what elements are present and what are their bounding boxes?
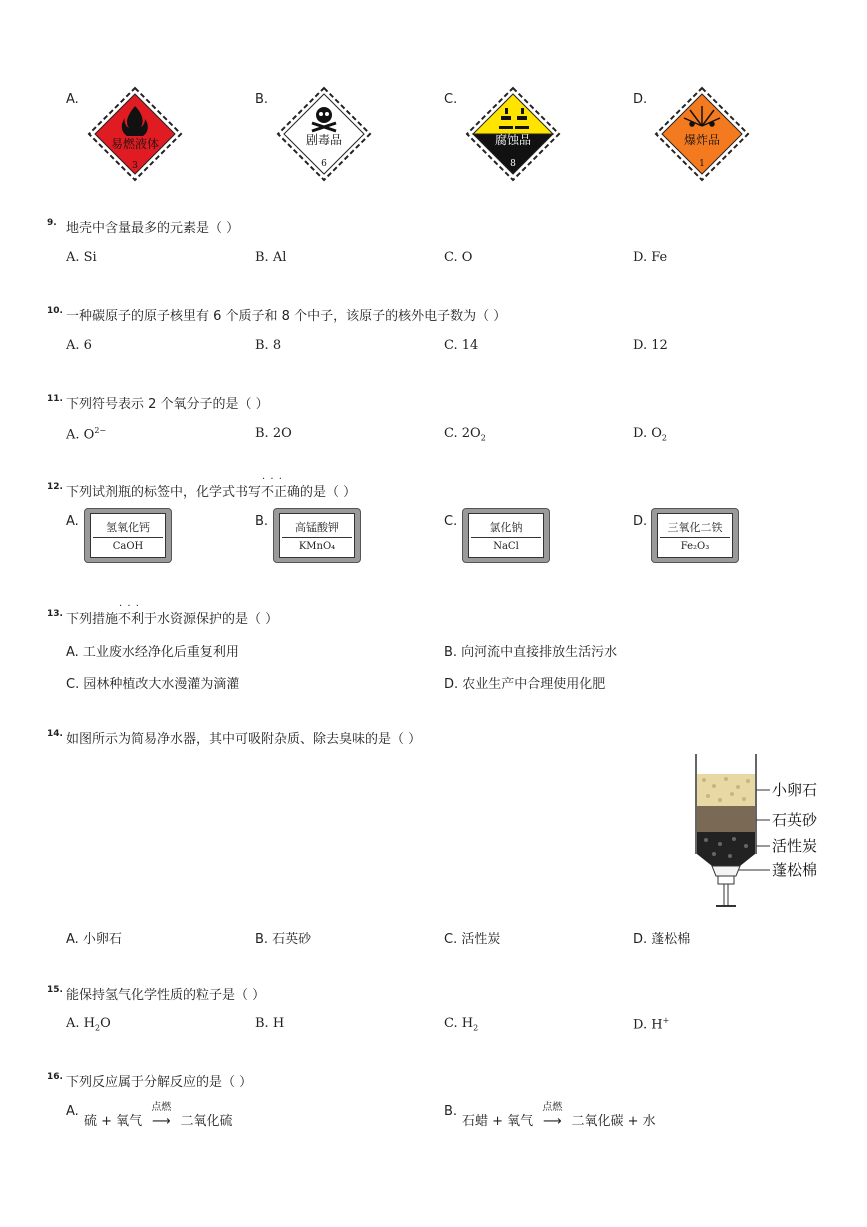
option-c[interactable]: C. O xyxy=(444,250,473,265)
option-d[interactable]: D. 蓬松棉 xyxy=(633,932,691,947)
question-text: 下列措施· · · 不利于水资源保护的是（ ） xyxy=(66,608,278,627)
svg-text:1: 1 xyxy=(699,159,705,169)
option-b[interactable]: B. Al xyxy=(255,250,287,265)
diagram-label: 石英砂 xyxy=(772,811,818,829)
option-letter: B. xyxy=(444,1104,458,1119)
option-letter: A. xyxy=(66,1104,79,1119)
reaction-condition: 点燃 xyxy=(151,1102,172,1113)
option-b[interactable]: B. 向河流中直接排放生活污水 xyxy=(444,645,618,660)
diagram-label: 小卵石 xyxy=(772,781,818,799)
question-number: 15. xyxy=(47,985,63,995)
option-c[interactable]: C. 园林种植改大水漫灌为滴灌 xyxy=(66,677,240,692)
option-letter: D. xyxy=(633,514,648,529)
reaction-condition: 点燃 xyxy=(542,1102,563,1113)
option-letter: C. xyxy=(444,514,458,529)
svg-text:爆炸品: 爆炸品 xyxy=(683,133,721,147)
option-d[interactable]: D. 12 xyxy=(633,338,668,353)
option-letter: B. xyxy=(255,514,269,529)
question-number: 16. xyxy=(47,1072,63,1082)
cotton-layer xyxy=(712,866,740,876)
question-text: 一种碳原子的原子核里有 6 个质子和 8 个中子，该原子的核外电子数为（ ） xyxy=(66,309,507,324)
option-a[interactable]: A. $H_2O$ xyxy=(66,1016,111,1033)
option-b[interactable]: B. 8 xyxy=(255,338,282,353)
reaction-arrow: 点燃 ⟶ xyxy=(146,1114,176,1129)
water-filter-diagram xyxy=(690,752,840,912)
question-text: 如图所示为简易净水器，其中可吸附杂质、除去臭味的是（ ） xyxy=(66,732,422,747)
option-b[interactable]: B. H xyxy=(255,1016,285,1031)
option-d[interactable]: D. $O_2$ xyxy=(633,426,667,443)
option-letter: A. xyxy=(66,92,79,107)
option-d[interactable]: D. H+ xyxy=(633,1016,670,1033)
option-letter: D. xyxy=(633,92,648,107)
option-b[interactable]: 石蜡 + 氧气 点燃 ⟶ 二氧化碳 + 水 xyxy=(462,1110,656,1129)
option-a[interactable]: A. 6 xyxy=(66,338,92,353)
reagent-label-c[interactable]: 氯化钠 NaCl xyxy=(462,508,550,563)
reagent-label-d[interactable]: 三氧化二铁 Fe₂O₃ xyxy=(651,508,739,563)
option-b[interactable]: B. 2O xyxy=(255,426,292,441)
question-text: 能保持氢气化学性质的粒子是（ ） xyxy=(66,988,266,1003)
question-text: 下列试剂瓶的标签中，化学式书写· · · 不正确的是（ ） xyxy=(66,481,356,500)
flammable-liquid-sign[interactable] xyxy=(87,86,183,182)
option-a[interactable]: A. 小卵石 xyxy=(66,932,122,947)
option-letter: B. xyxy=(255,92,269,107)
quartz-sand-layer xyxy=(697,806,755,832)
emphasis-text: · · · 不利于 xyxy=(118,612,157,627)
explosive-sign[interactable] xyxy=(654,86,750,182)
option-b[interactable]: B. 石英砂 xyxy=(255,932,312,947)
activated-carbon-layer xyxy=(697,832,755,866)
option-a[interactable]: A. Si xyxy=(66,250,97,265)
question-text: 地壳中含量最多的元素是（ ） xyxy=(66,221,240,236)
reaction-arrow: 点燃 ⟶ xyxy=(537,1114,567,1129)
diagram-label: 活性炭 xyxy=(772,837,818,855)
toxic-sign[interactable] xyxy=(276,86,372,182)
corrosive-sign[interactable] xyxy=(465,86,561,182)
reagent-label-b[interactable]: 高锰酸钾 KMnO₄ xyxy=(273,508,361,563)
question-number: 13. xyxy=(47,609,63,619)
sign-text: 易燃液体 xyxy=(110,137,160,151)
question-number: 10. xyxy=(47,306,63,316)
question-text: 下列反应属于分解反应的是（ ） xyxy=(66,1075,253,1090)
reagent-label-a[interactable]: 氢氧化钙 CaOH xyxy=(84,508,172,563)
option-letter: C. xyxy=(444,92,458,107)
question-text: 下列符号表示 2 个氧分子的是（ ） xyxy=(66,397,269,412)
option-a[interactable]: A. 工业废水经净化后重复利用 xyxy=(66,645,239,660)
option-a[interactable]: A. $O^{2-}$ xyxy=(66,426,107,443)
question-number: 11. xyxy=(47,394,63,404)
option-c[interactable]: C. $H_2$ xyxy=(444,1016,479,1033)
option-c[interactable]: C. $2O_2$ xyxy=(444,426,486,443)
svg-text:6: 6 xyxy=(321,159,327,169)
question-number: 14. xyxy=(47,729,63,739)
emphasis-text: · · · 不正确 xyxy=(261,485,300,500)
option-c[interactable]: C. 14 xyxy=(444,338,479,353)
diagram-label: 蓬松棉 xyxy=(772,861,818,879)
svg-text:腐蚀品: 腐蚀品 xyxy=(494,133,532,147)
svg-text:剧毒品: 剧毒品 xyxy=(305,133,343,147)
option-d[interactable]: D. Fe xyxy=(633,250,668,265)
svg-text:8: 8 xyxy=(510,159,516,169)
question-number: 12. xyxy=(47,482,63,492)
option-a[interactable]: 硫 + 氧气 点燃 ⟶ 二氧化硫 xyxy=(84,1110,232,1129)
svg-text:3: 3 xyxy=(132,161,138,171)
option-letter: A. xyxy=(66,514,79,529)
question-number: 9. xyxy=(47,218,57,228)
option-c[interactable]: C. 活性炭 xyxy=(444,932,501,947)
option-d[interactable]: D. 农业生产中合理使用化肥 xyxy=(444,677,606,692)
